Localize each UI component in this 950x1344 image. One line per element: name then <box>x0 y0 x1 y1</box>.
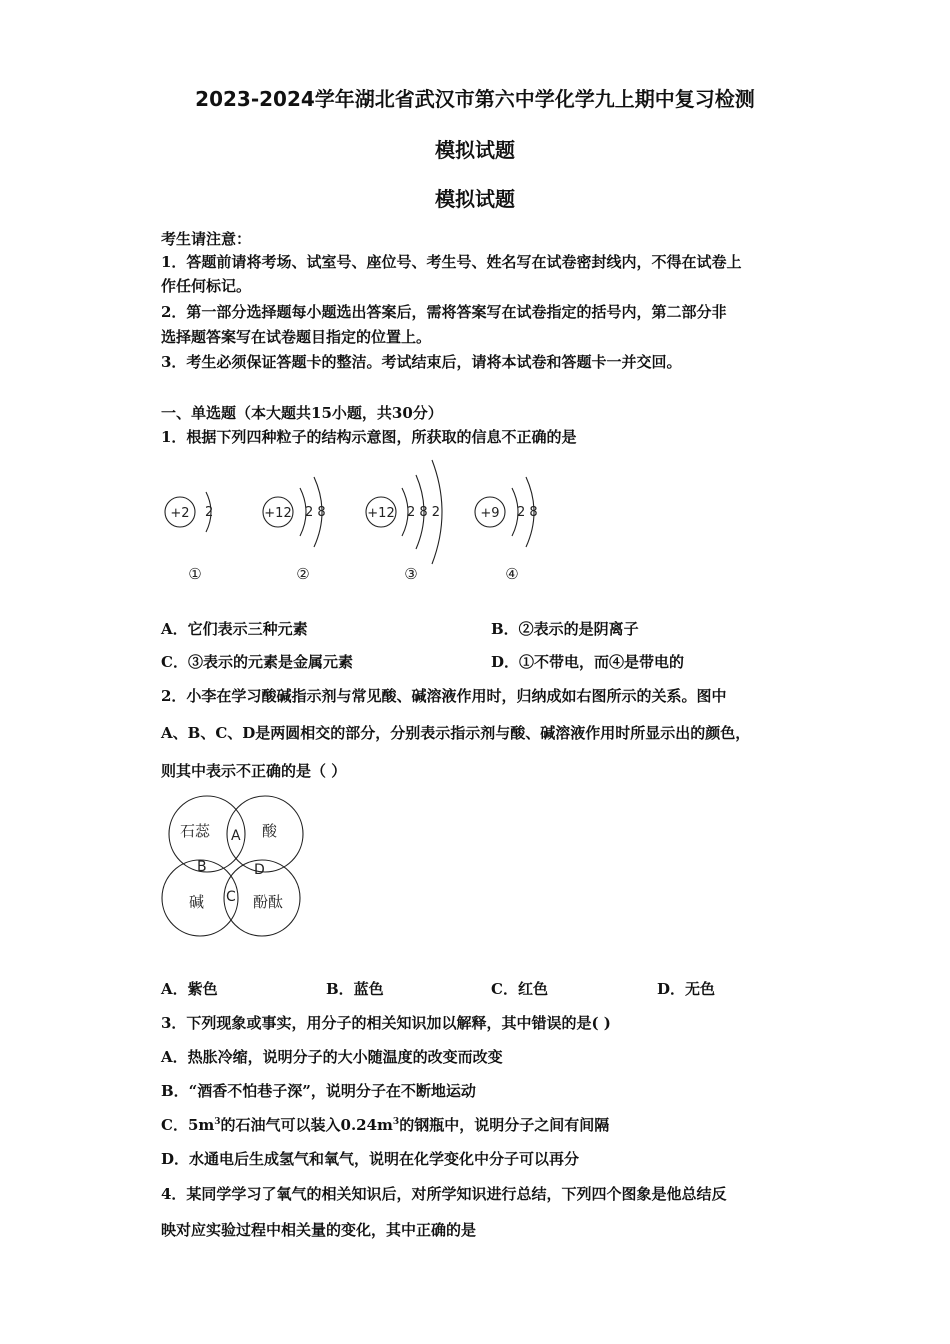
particle-label-1: ① <box>188 565 202 583</box>
nucleus-1: +2 <box>170 506 190 521</box>
option-d: D．水通电后生成氢气和氧气，说明在化学变化中分子可以再分 <box>161 1150 580 1168</box>
option-c-part: C．5m <box>161 1116 215 1134</box>
section-heading: 一、单选题（本大题共15小题，共30分） <box>161 404 443 422</box>
option-b: B．“酒香不怕巷子深”，说明分子在不断地运动 <box>161 1082 476 1100</box>
option-c-part: 的石油气可以装入0.24m <box>220 1116 393 1134</box>
notice-heading: 考生请注意： <box>161 230 252 248</box>
question-stem: 3．下列现象或事实，用分子的相关知识加以解释，其中错误的是( ) <box>161 1014 611 1032</box>
particle-label-2: ② <box>296 565 310 583</box>
option-c <box>161 1115 609 1135</box>
option-c-part: 的钢瓶中，说明分子之间有间隔 <box>399 1116 610 1134</box>
page-title: 2023-2024学年湖北省武汉市第六中学化学九上期中复习检测 <box>195 87 755 111</box>
question-stem: A、B、C、D是两圆相交的部分，分别表示指示剂与酸、碱溶液作用时所显示出的颜色， <box>161 724 751 742</box>
nucleus-3: +12 <box>367 506 395 521</box>
option-a: A．热胀冷缩，说明分子的大小随温度的改变而改变 <box>161 1048 503 1066</box>
option-d: D．无色 <box>657 980 716 998</box>
acid-label: 酸 <box>262 822 278 840</box>
indicator-venn-diagram <box>155 790 315 945</box>
notice-line: 选择题答案写在试卷题目指定的位置上。 <box>161 328 432 346</box>
shells-2: 2 8 <box>305 505 326 520</box>
question-stem: 4．某同学学习了氧气的相关知识后，对所学知识进行总结，下列四个图象是他总结反 <box>161 1185 727 1203</box>
question-stem: 2．小李在学习酸碱指示剂与常见酸、碱溶液作用时，归纳成如右图所示的关系。图中 <box>161 687 727 705</box>
particle-label-3: ③ <box>404 565 418 583</box>
option-d: D．①不带电，而④是带电的 <box>491 653 685 671</box>
option-a: A．紫色 <box>161 980 218 998</box>
base-label: 碱 <box>189 893 205 911</box>
nucleus-2: +12 <box>264 506 292 521</box>
region-b-label: B <box>197 859 207 875</box>
superscript: 3 <box>214 1117 221 1127</box>
notice-line: 1．答题前请将考场、试室号、座位号、考生号、姓名写在试卷密封线内，不得在试卷上 <box>161 253 742 271</box>
question-stem: 则其中表示不正确的是（ ） <box>161 762 347 780</box>
notice-line: 作任何标记。 <box>161 277 252 295</box>
region-d-label: D <box>254 862 265 878</box>
superscript: 3 <box>392 1117 400 1127</box>
region-a-label: A <box>231 828 241 844</box>
shells-4: 2 8 <box>517 505 538 520</box>
litmus-label: 石蕊 <box>180 822 211 840</box>
page-subtitle: 模拟试题 <box>435 138 515 162</box>
option-b: B．蓝色 <box>326 980 384 998</box>
shells-3: 2 8 2 <box>407 505 441 520</box>
option-c: C．红色 <box>491 980 548 998</box>
question-stem: 映对应实验过程中相关量的变化，其中正确的是 <box>161 1221 477 1239</box>
notice-line: 2．第一部分选择题每小题选出答案后，需将答案写在试卷指定的括号内，第二部分非 <box>161 303 727 321</box>
particle-label-4: ④ <box>505 565 519 583</box>
option-a: A．它们表示三种元素 <box>161 620 308 638</box>
question-stem: 1．根据下列四种粒子的结构示意图，所获取的信息不正确的是 <box>161 428 577 446</box>
shells-1: 2 <box>205 505 214 520</box>
option-c: C．③表示的元素是金属元素 <box>161 653 353 671</box>
nucleus-4: +9 <box>480 506 500 521</box>
region-c-label: C <box>226 889 236 905</box>
phenolphthalein-label: 酚酞 <box>253 893 284 911</box>
notice-line: 3．考生必须保证答题卡的整洁。考试结束后，请将本试卷和答题卡一并交回。 <box>161 353 682 371</box>
option-b: B．②表示的是阴离子 <box>491 620 639 638</box>
atomic-structure-diagrams <box>150 455 570 595</box>
page-subtitle-repeat: 模拟试题 <box>435 187 515 211</box>
